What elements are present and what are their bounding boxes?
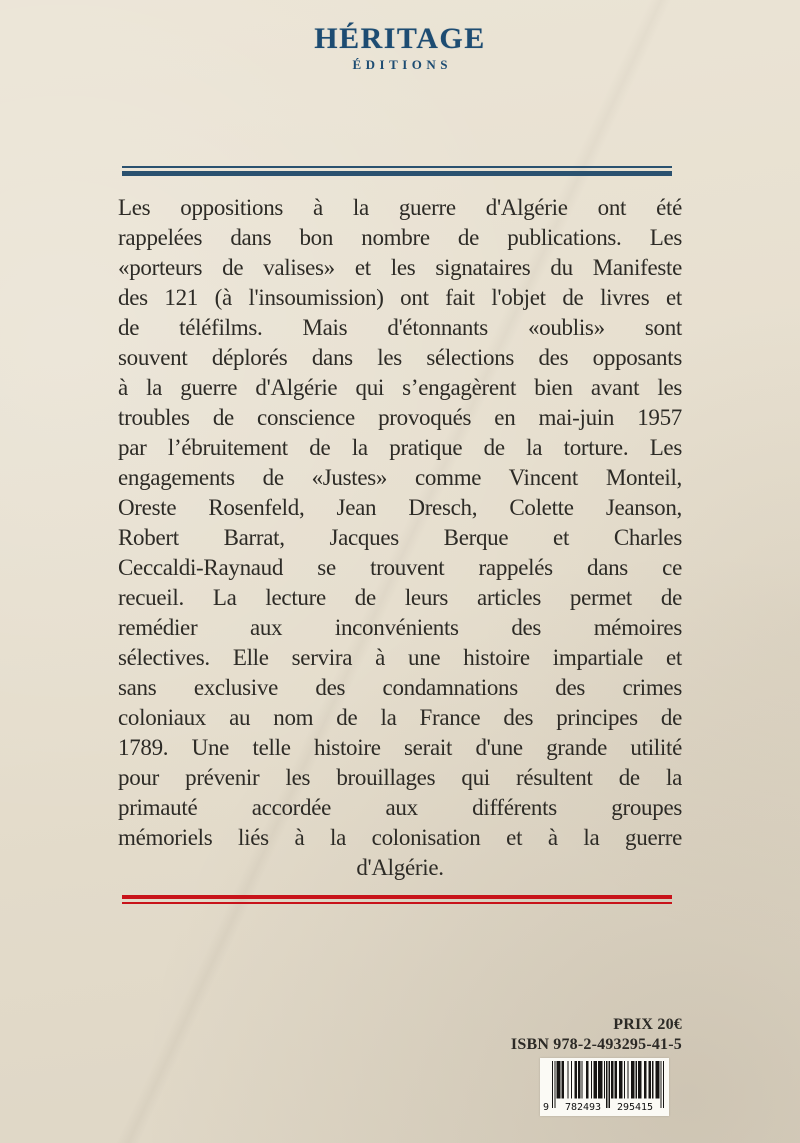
body-line: «porteurs de valises» et les signataires du Manifeste xyxy=(118,255,682,280)
ean-barcode xyxy=(540,1058,669,1116)
body-line: coloniaux au nom de la France des principes de xyxy=(118,705,682,730)
top-divider-thick-line xyxy=(122,171,672,176)
body-line: Les oppositions à la guerre d'Algérie ont été xyxy=(118,195,682,220)
bottom-divider-thin-line xyxy=(122,902,672,904)
body-line: 1789. Une telle histoire serait d'une grande utilité xyxy=(118,735,682,760)
body-text xyxy=(118,193,682,883)
body-line: souvent déplorés dans les sélections des opposants xyxy=(118,345,682,370)
publisher-logo xyxy=(0,22,800,73)
body-line: Robert Barrat, Jacques Berque et Charles xyxy=(118,525,682,550)
barcode-digit-first: 9 xyxy=(543,1102,550,1113)
body-line: rappelées dans bon nombre de publications. Les xyxy=(118,225,682,250)
body-line: par l’ébruitement de la pratique de la torture. Les xyxy=(118,435,682,460)
bottom-divider-thick-line xyxy=(122,895,672,899)
top-divider-thin-line xyxy=(122,166,672,168)
body-line: engagements de «Justes» comme Vincent Monteil, xyxy=(118,465,682,490)
body-line: des 121 (à l'insoumission) ont fait l'objet de livres et xyxy=(118,285,682,310)
top-divider xyxy=(122,166,672,176)
barcode-digits-left: 782493 xyxy=(560,1103,606,1113)
body-line: Oreste Rosenfeld, Jean Dresch, Colette Jeanson, xyxy=(118,495,682,520)
body-line: à la guerre d'Algérie qui s’engagèrent bien avant les xyxy=(118,375,682,400)
body-line: mémoriels liés à la colonisation et à la guerre xyxy=(118,825,682,850)
body-line: recueil. La lecture de leurs articles permet de xyxy=(118,585,682,610)
body-line: d'Algérie. xyxy=(356,855,444,880)
body-line: de téléfilms. Mais d'étonnants «oublis» sont xyxy=(118,315,682,340)
bottom-divider xyxy=(122,895,672,904)
body-line: troubles de conscience provoqués en mai-juin 1957 xyxy=(118,405,682,430)
publisher-subtitle: ÉDITIONS xyxy=(352,57,453,72)
body-line: Ceccaldi-Raynaud se trouvent rappelés dans ce xyxy=(118,555,682,580)
barcode-bars xyxy=(552,1061,664,1108)
body-line: sans exclusive des condamnations des crimes xyxy=(118,675,682,700)
publisher-name: HÉRITAGE xyxy=(314,22,486,55)
isbn-label: ISBN 978-2-493295-41-5 xyxy=(510,1036,682,1053)
body-line: sélectives. Elle servira à une histoire impartiale et xyxy=(118,645,682,670)
barcode-digits-right: 295415 xyxy=(612,1103,658,1113)
body-line: remédier aux inconvénients des mémoires xyxy=(118,615,682,640)
body-line: primauté accordée aux différents groupes xyxy=(118,795,682,820)
body-line: pour prévenir les brouillages qui résultent de la xyxy=(118,765,682,790)
price-label: PRIX 20€ xyxy=(613,1016,682,1033)
